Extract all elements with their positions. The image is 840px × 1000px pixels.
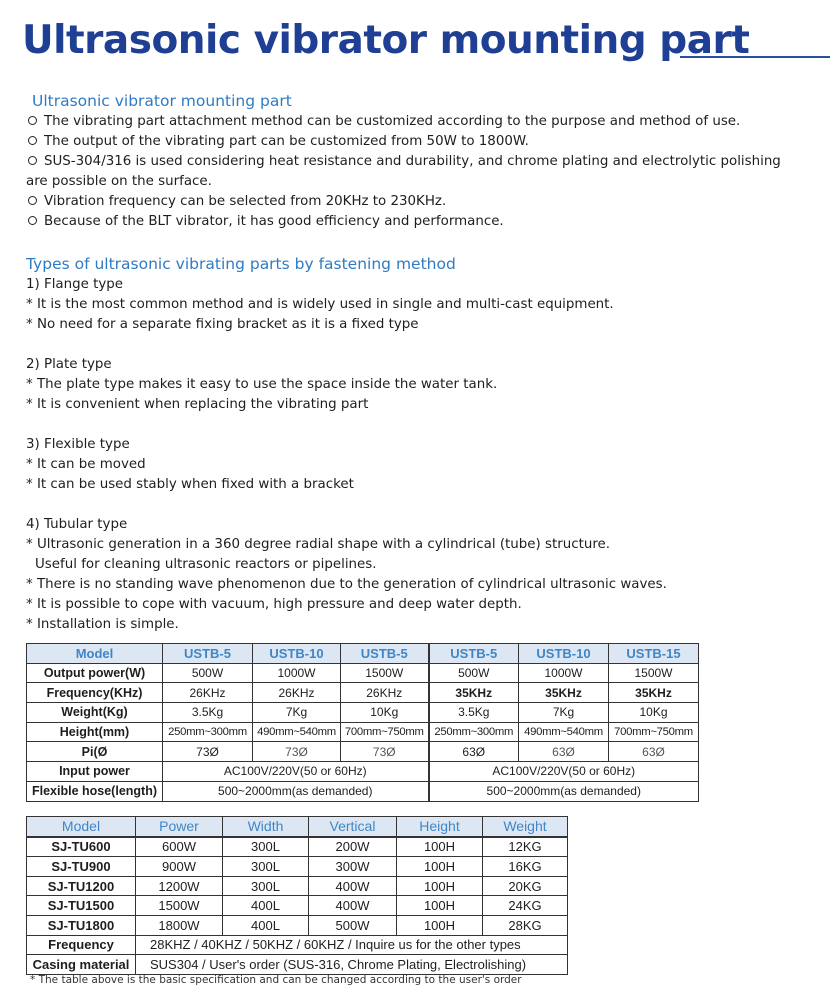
table-cell: 300W (309, 857, 397, 877)
table-row (27, 781, 699, 801)
table-cell: 7Kg (519, 703, 609, 723)
table-cell: 24KG (483, 896, 568, 916)
circle-bullet-icon (28, 216, 37, 225)
circle-bullet-icon (28, 196, 37, 205)
type-line: * Ultrasonic generation in a 360 degree radial shape with a cylindrical (tube) structure. (26, 537, 611, 552)
table-cell: SUS304 / User's order (SUS-316, Chrome Plating, Electrolishing) (136, 955, 568, 975)
table-cell: 73Ø (163, 742, 253, 762)
row-header: Flexible hose(length) (27, 781, 163, 801)
table-cell: 12KG (483, 837, 568, 857)
table-row (27, 857, 568, 877)
table-cell: 73Ø (253, 742, 341, 762)
table-cell: 700mm~750mm (341, 722, 429, 742)
sj-tu-spec-table (26, 816, 568, 975)
type-line: * It can be used stably when fixed with a bracket (26, 477, 354, 492)
table-cell: 400W (309, 896, 397, 916)
bullet-item: Vibration frequency can be selected from 20KHz to 230KHz. (26, 192, 446, 212)
table-row (27, 837, 568, 857)
table-row (27, 876, 568, 896)
table-cell: 400L (223, 896, 309, 916)
table-header-row (27, 817, 568, 837)
page-title: Ultrasonic vibrator mounting part (22, 18, 750, 63)
table-cell: 3.5Kg (163, 703, 253, 723)
table-cell: 73Ø (341, 742, 429, 762)
table-cell: 1800W (136, 915, 223, 935)
bullet-item: Because of the BLT vibrator, it has good efficiency and performance. (26, 212, 504, 232)
row-header: Frequency (27, 935, 136, 955)
table-cell: 500~2000mm(as demanded) (429, 781, 699, 801)
type-title-flange: 1) Flange type (26, 277, 124, 292)
circle-bullet-icon (28, 116, 37, 125)
row-header: Height(mm) (27, 722, 163, 742)
table-cell: 20KG (483, 876, 568, 896)
table-cell: 63Ø (609, 742, 699, 762)
table-cell: 35KHz (609, 683, 699, 703)
table-cell: 700mm~750mm (609, 722, 699, 742)
table-row (27, 703, 699, 723)
table-cell: 100H (397, 915, 483, 935)
table-cell: 1500W (136, 896, 223, 916)
table-cell: 100H (397, 857, 483, 877)
type-line: Useful for cleaning ultrasonic reactors or pipelines. (35, 557, 377, 572)
table-cell: 26KHz (163, 683, 253, 703)
column-header: Model (27, 817, 136, 837)
table-cell: 3.5Kg (429, 703, 519, 723)
row-header: Output power(W) (27, 663, 163, 683)
type-line: * No need for a separate fixing bracket as it is a fixed type (26, 317, 419, 332)
column-header: USTB-10 (253, 644, 341, 664)
column-header: Vertical (309, 817, 397, 837)
table-cell: 100H (397, 896, 483, 916)
table-footnote: * The table above is the basic specification and can be changed according to the user's order (30, 974, 522, 986)
table-cell: 300L (223, 857, 309, 877)
table-cell: 250mm~300mm (429, 722, 519, 742)
column-header: Power (136, 817, 223, 837)
table-cell: 1200W (136, 876, 223, 896)
bullet-item: The output of the vibrating part can be customized from 50W to 1800W. (26, 132, 529, 152)
column-header: Width (223, 817, 309, 837)
column-header: USTB-5 (341, 644, 429, 664)
table-row (27, 762, 699, 782)
circle-bullet-icon (28, 136, 37, 145)
row-header: SJ-TU1800 (27, 915, 136, 935)
table-cell: 500W (163, 663, 253, 683)
table-cell: 10Kg (609, 703, 699, 723)
bullet-item: SUS-304/316 is used considering heat resistance and durability, and chrome plating and electrolytic polishing (26, 152, 781, 172)
table-cell: 10Kg (341, 703, 429, 723)
column-header: Height (397, 817, 483, 837)
table-cell: 200W (309, 837, 397, 857)
table-cell: 500W (309, 915, 397, 935)
table-cell: 28KHZ / 40KHZ / 50KHZ / 60KHZ / Inquire us for the other types (136, 935, 568, 955)
row-header: SJ-TU1500 (27, 896, 136, 916)
row-header: SJ-TU900 (27, 857, 136, 877)
table-cell: 1500W (609, 663, 699, 683)
row-header: Pi(Ø (27, 742, 163, 762)
table-cell: 26KHz (341, 683, 429, 703)
table-cell: AC100V/220V(50 or 60Hz) (163, 762, 429, 782)
table-cell: 63Ø (429, 742, 519, 762)
table-cell: 900W (136, 857, 223, 877)
section-heading-mounting: Ultrasonic vibrator mounting part (32, 92, 292, 110)
table-row (27, 722, 699, 742)
table-cell: 1000W (253, 663, 341, 683)
column-header: USTB-10 (519, 644, 609, 664)
table-row (27, 742, 699, 762)
bullet-item: The vibrating part attachment method can be customized according to the purpose and method of use. (26, 112, 740, 132)
table-cell: 1500W (341, 663, 429, 683)
table-cell: 35KHz (519, 683, 609, 703)
table-cell: 600W (136, 837, 223, 857)
table-cell: 490mm~540mm (253, 722, 341, 742)
table-cell: 400L (223, 915, 309, 935)
type-line: * The plate type makes it easy to use the space inside the water tank. (26, 377, 498, 392)
type-line: * Installation is simple. (26, 617, 179, 632)
type-title-flexible: 3) Flexible type (26, 437, 130, 452)
type-title-tubular: 4) Tubular type (26, 517, 128, 532)
type-line: * It can be moved (26, 457, 146, 472)
table-cell: 400W (309, 876, 397, 896)
table-cell: 1000W (519, 663, 609, 683)
table-cell: 26KHz (253, 683, 341, 703)
type-line: * It is possible to cope with vacuum, high pressure and deep water depth. (26, 597, 522, 612)
table-cell: 100H (397, 876, 483, 896)
row-header: SJ-TU600 (27, 837, 136, 857)
column-header: USTB-5 (163, 644, 253, 664)
column-header: USTB-5 (429, 644, 519, 664)
table-row (27, 955, 568, 975)
table-cell: 300L (223, 837, 309, 857)
table-cell: 16KG (483, 857, 568, 877)
ustb-spec-table (26, 643, 699, 802)
row-header: Casing material (27, 955, 136, 975)
table-cell: 7Kg (253, 703, 341, 723)
table-cell: 490mm~540mm (519, 722, 609, 742)
table-row (27, 663, 699, 683)
table-header-row (27, 644, 699, 664)
table-cell: 35KHz (429, 683, 519, 703)
column-header: Weight (483, 817, 568, 837)
table-cell: 300L (223, 876, 309, 896)
table-cell: AC100V/220V(50 or 60Hz) (429, 762, 699, 782)
row-header: SJ-TU1200 (27, 876, 136, 896)
row-header: Frequency(KHz) (27, 683, 163, 703)
table-cell: 500~2000mm(as demanded) (163, 781, 429, 801)
type-title-plate: 2) Plate type (26, 357, 112, 372)
title-underline (680, 56, 830, 58)
column-header: Model (27, 644, 163, 664)
row-header: Weight(Kg) (27, 703, 163, 723)
table-row (27, 896, 568, 916)
table-cell: 28KG (483, 915, 568, 935)
table-cell: 250mm~300mm (163, 722, 253, 742)
row-header: Input power (27, 762, 163, 782)
type-line: * There is no standing wave phenomenon due to the generation of cylindrical ultrasonic waves. (26, 577, 667, 592)
circle-bullet-icon (28, 156, 37, 165)
column-header: USTB-15 (609, 644, 699, 664)
bullet-item-continuation: are possible on the surface. (26, 174, 212, 189)
table-cell: 63Ø (519, 742, 609, 762)
table-cell: 100H (397, 837, 483, 857)
table-row (27, 915, 568, 935)
table-cell: 500W (429, 663, 519, 683)
section-heading-types: Types of ultrasonic vibrating parts by fastening method (26, 255, 456, 273)
table-row (27, 935, 568, 955)
type-line: * It is convenient when replacing the vibrating part (26, 397, 369, 412)
type-line: * It is the most common method and is widely used in single and multi-cast equipment. (26, 297, 614, 312)
table-row (27, 683, 699, 703)
